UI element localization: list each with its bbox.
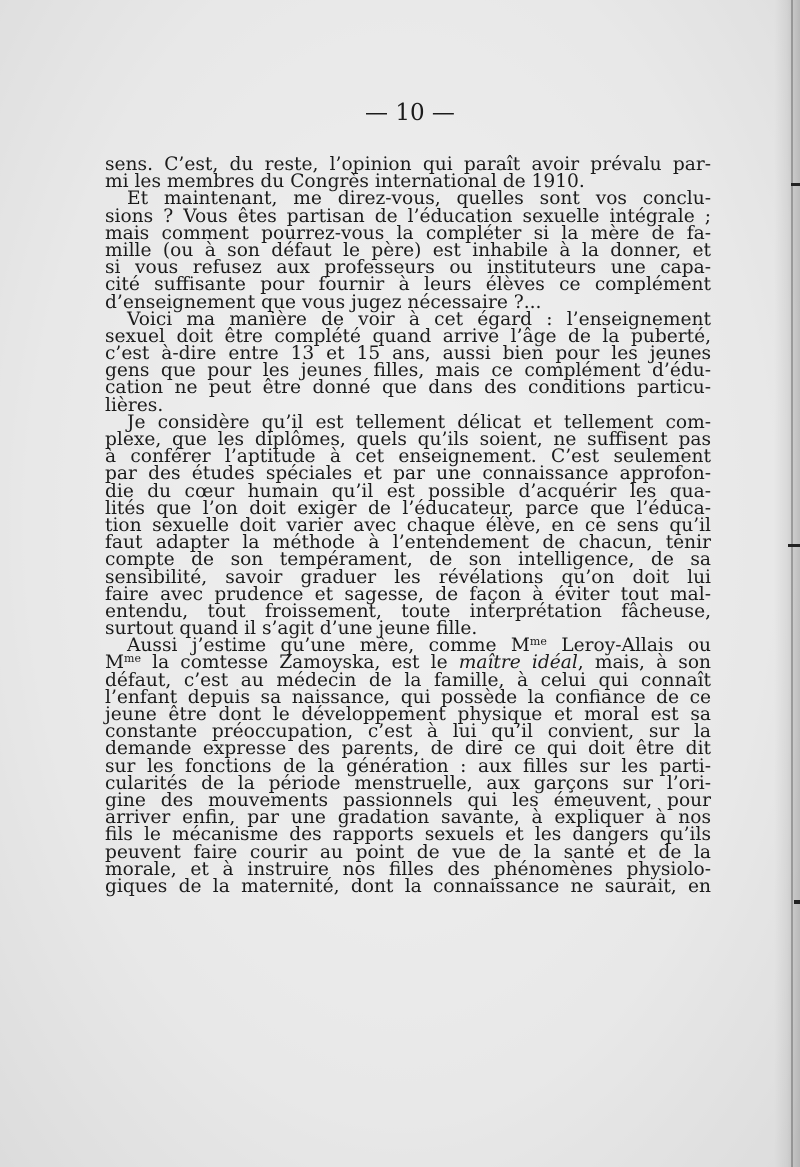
text-line: fils le mécanisme des rapports sexuels et les dangers qu’ils (105, 824, 711, 846)
text-line: compte de son tempérament, de son intelligence, de sa (105, 549, 711, 571)
text-line: faut adapter la méthode à l’entendement de chacun, tenir (105, 532, 711, 554)
text-line: l’enfant depuis sa naissance, qui possède la confiance de ce (105, 686, 711, 708)
text-line: Voici ma manière de voir à cet égard : l’enseignement (127, 308, 711, 330)
text-line: arriver enfin, par une gradation savante, à expliquer à nos (105, 807, 711, 829)
text-line: entendu, tout froissement, toute interprétation fâcheuse, (105, 600, 711, 622)
text-line: cation ne peut être donné que dans des conditions particu- (105, 377, 711, 399)
text-line: gine des mouvements passionnels qui les émeuvent, pour (105, 789, 711, 811)
text-line: giques de la maternité, dont la connaissance ne saurait, en (105, 875, 711, 897)
text-line: Je considère qu’il est tellement délicat et tellement com- (127, 411, 711, 433)
text-line: sensibilité, savoir graduer les révélations qu’on doit lui (105, 566, 711, 588)
text-line: mille (ou à son défaut le père) est inhabile à la donner, et (105, 239, 711, 261)
scan-mark-lower (794, 900, 800, 904)
text-line: sens. C’est, du reste, l’opinion qui paraît avoir prévalu par- (105, 154, 711, 175)
text-line: mais comment pourrez-vous la compléter si la mère de fa- (105, 222, 711, 244)
body-text (105, 156, 711, 895)
text-line: demande expresse des parents, de dire ce qui doit être dit (105, 738, 711, 760)
text-line: surtout quand il s’agit d’une jeune fille. (105, 618, 478, 640)
text-line: $M^{me}$ la comtesse Zamoyska, est le maître idéal, mais, à son (105, 652, 711, 674)
text-line: c’est à-dire entre 13 et 15 ans, aussi bien pour les jeunes (105, 343, 711, 365)
scan-mark-top (791, 183, 800, 186)
text-line: défaut, c’est au médecin de la famille, à celui qui connaît (105, 669, 711, 691)
page-edge-line (791, 0, 793, 1167)
text-line: gens que pour les jeunes filles, mais ce complément d’édu- (105, 360, 711, 382)
text-line: morale, et à instruire nos filles des phénomènes physiolo- (105, 858, 711, 880)
text-line: lités que l’on doit exiger de l’éducateur, parce que l’éduca- (105, 497, 711, 519)
text-line: faire avec prudence et sagesse, de façon à éviter tout mal- (105, 583, 711, 605)
text-line: par des études spéciales et par une connaissance approfon- (105, 463, 711, 485)
text-line: sions ? Vous êtes partisan de l’éducation sexuelle intégrale ; (105, 205, 711, 227)
text-line: sexuel doit être complété quand arrive l’âge de la puberté, (105, 325, 711, 347)
text-line: Et maintenant, me direz-vous, quelles sont vos conclu- (127, 188, 711, 210)
text-line: mi les membres du Congrès international de 1910. (105, 171, 585, 193)
text-line: si vous refusez aux professeurs ou instituteurs une capa- (105, 257, 711, 279)
text-line: cularités de la période menstruelle, aux garçons sur l’ori- (105, 772, 711, 794)
page-edge-shadow (774, 0, 800, 1167)
scan-mark-middle (788, 544, 800, 547)
text-line: lières. (105, 394, 164, 416)
text-line: d’enseignement que vous jugez nécessaire ?... (105, 291, 542, 313)
page-number: — 10 — (365, 100, 455, 126)
text-line: die du cœur humain qu’il est possible d’acquérir les qua- (105, 480, 711, 502)
text-line: peuvent faire courir au point de vue de la santé et de la (105, 841, 711, 863)
text-line: à conférer l’aptitude à cet enseignement. C’est seulement (105, 446, 711, 468)
text-line: Aussi j’estime qu’une mère, comme $M^{me}$ Leroy-Allais ou (127, 635, 712, 657)
text-line: cité suffisante pour fournir à leurs élèves ce complément (105, 274, 711, 296)
text-line: sur les fonctions de la génération : aux filles sur les parti- (105, 755, 711, 777)
text-line: constante préoccupation, c’est à lui qu’il convient, sur la (105, 721, 711, 743)
text-line: jeune être dont le développement physique et moral est sa (105, 704, 711, 725)
text-line: tion sexuelle doit varier avec chaque élève, en ce sens qu’il (105, 514, 711, 536)
text-line: plexe, que les diplômes, quels qu’ils soient, ne suffisent pas (105, 429, 711, 450)
